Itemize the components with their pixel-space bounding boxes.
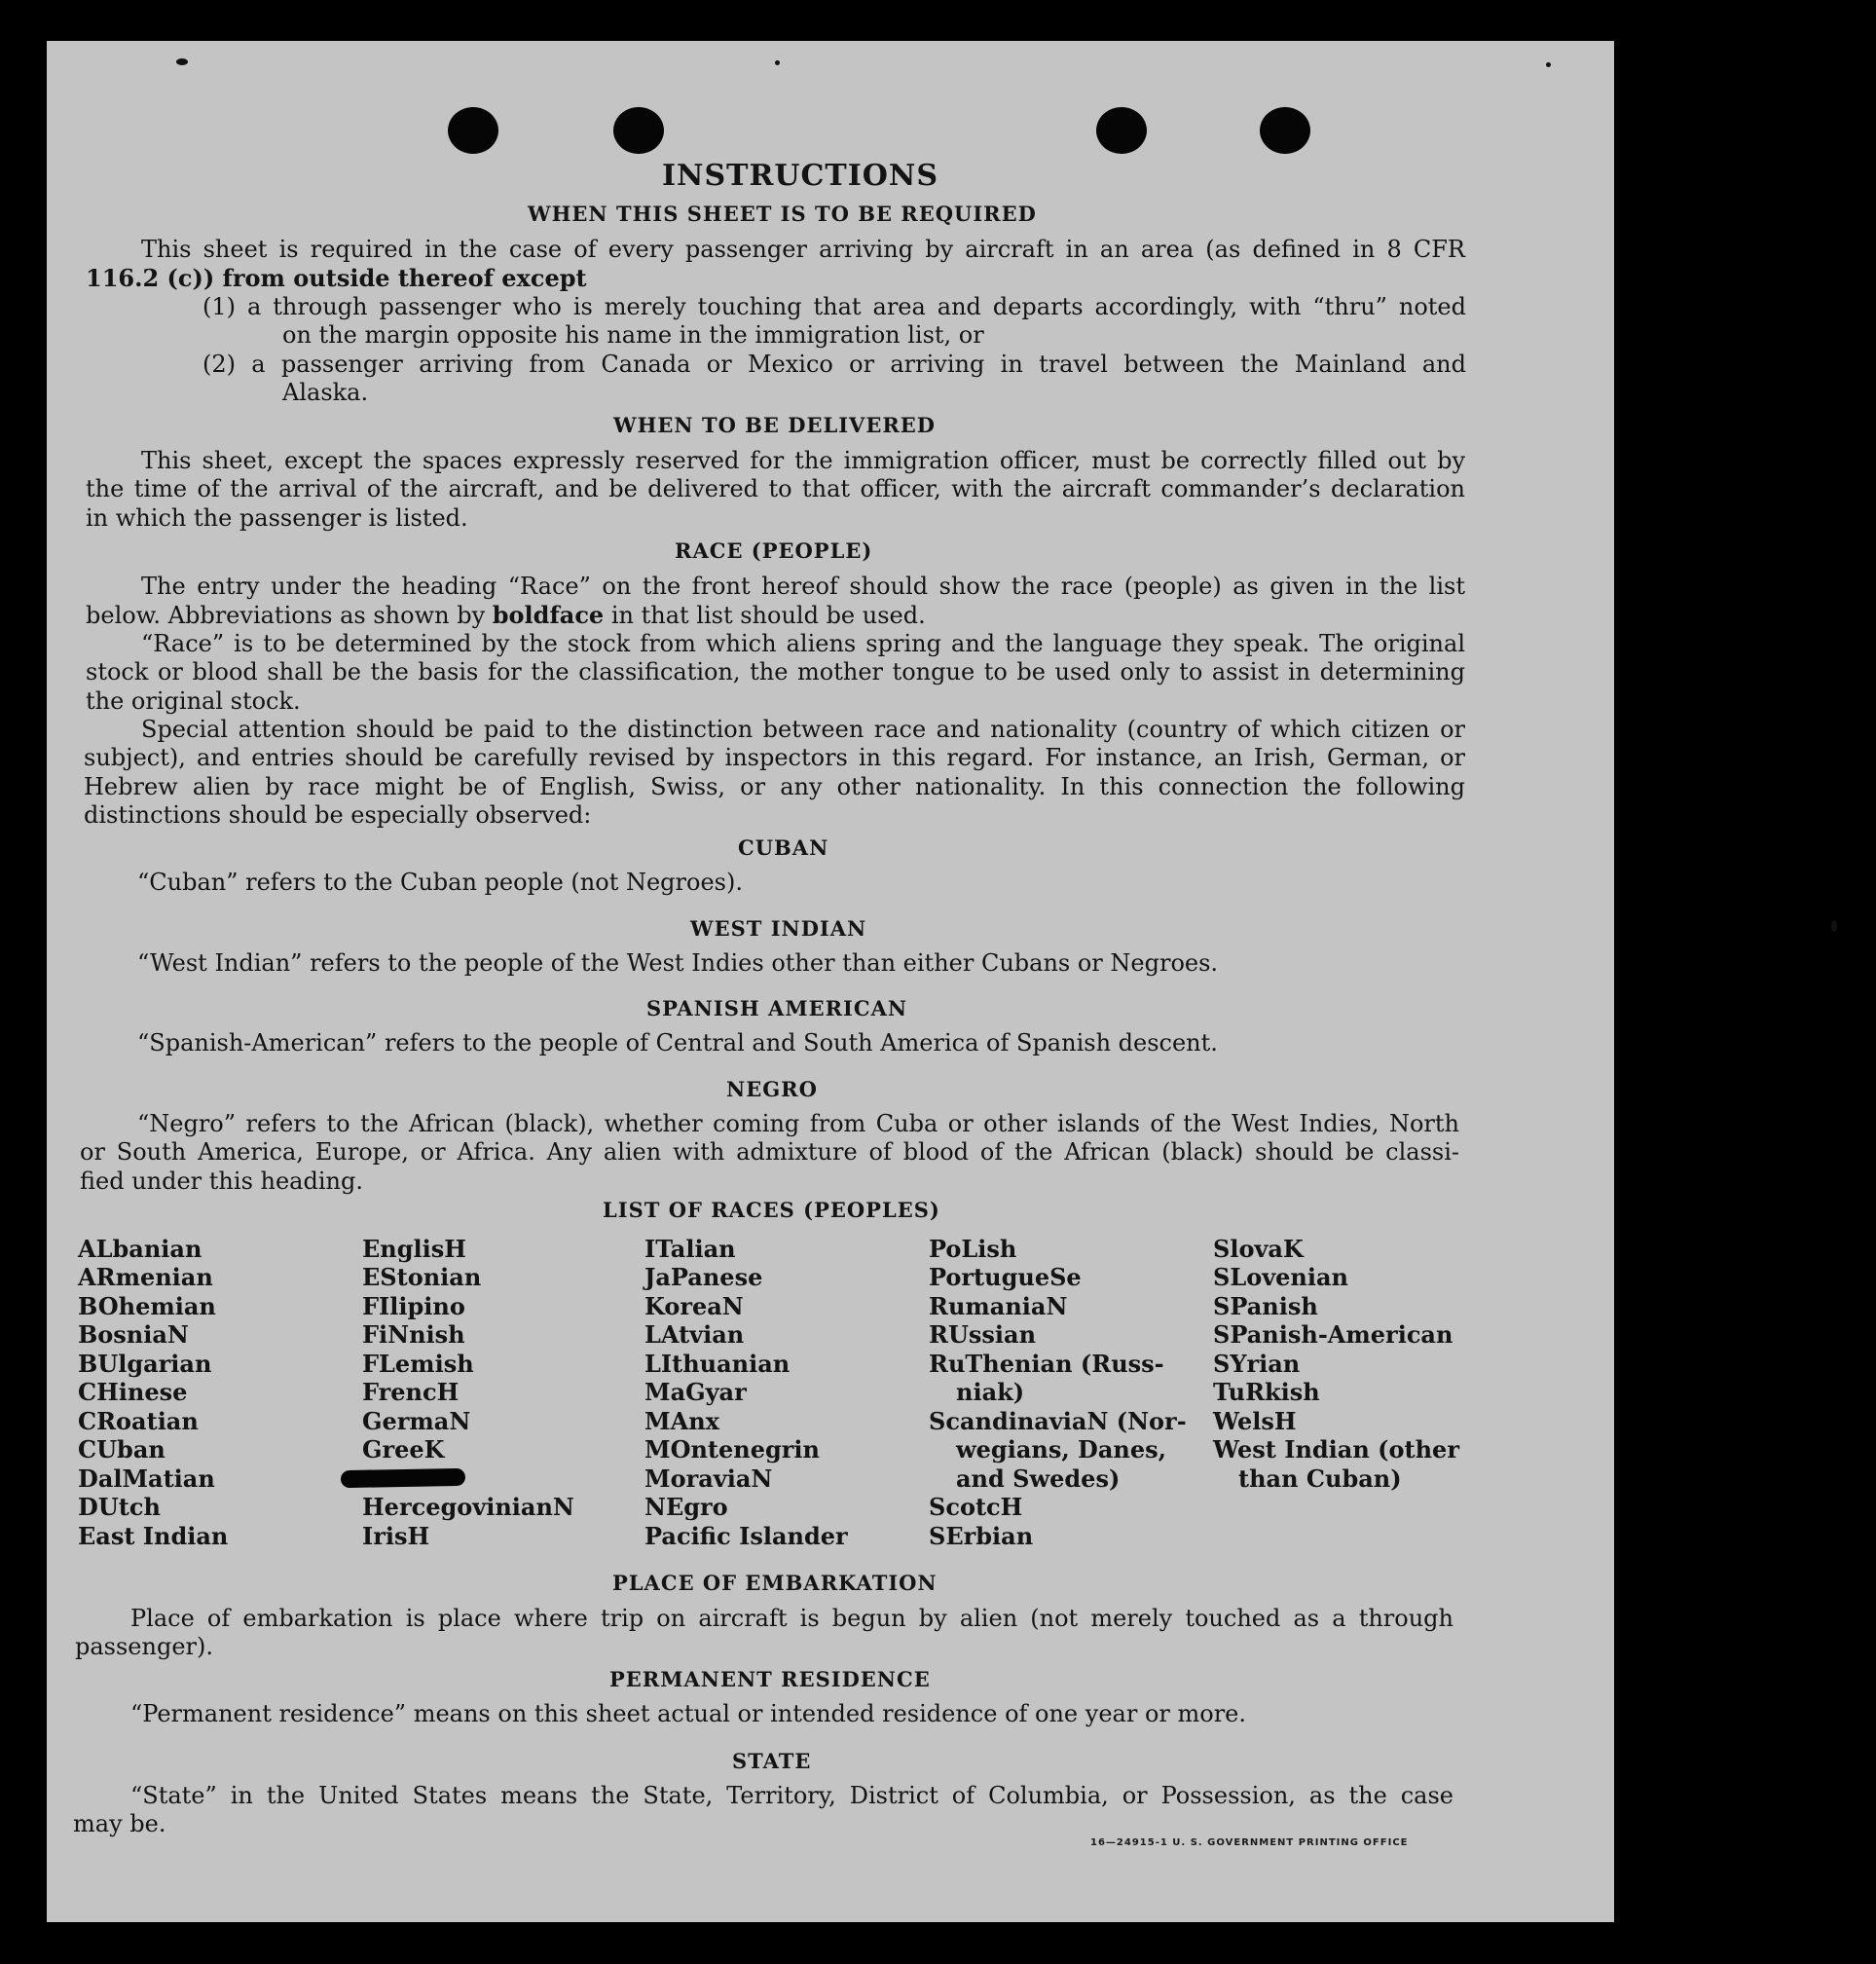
paragraph-line: “West Indian” refers to the people of the West Indies other than either Cubans or Negroes. bbox=[137, 949, 1219, 977]
list-item-1: (1) a through passenger who is merely touching that area and departs accordingly, with “thru” noted bbox=[202, 293, 1466, 320]
race-item: GermaN bbox=[362, 1407, 471, 1435]
race-item: MaGyar bbox=[644, 1378, 747, 1406]
race-item-cont: niak) bbox=[956, 1378, 1025, 1406]
paragraph-line: the original stock. bbox=[86, 687, 301, 715]
paragraph-line: stock or blood shall be the basis for the classification, the mother tongue to be used only to assist in determining bbox=[86, 658, 1465, 686]
paragraph-line: Hebrew alien by race might be of English, Swiss, or any other nationality. In this connection the following bbox=[84, 773, 1465, 800]
race-item: SYrian bbox=[1213, 1350, 1301, 1378]
race-item: SPanish bbox=[1213, 1292, 1318, 1320]
ink-speck bbox=[1831, 920, 1837, 932]
list-heading: LIST OF RACES (PEOPLES) bbox=[603, 1198, 940, 1222]
race-item: RumaniaN bbox=[929, 1292, 1068, 1320]
race-item: MAnx bbox=[644, 1407, 719, 1435]
section-heading-when-delivered: WHEN TO BE DELIVERED bbox=[613, 413, 937, 437]
paragraph-line: fied under this heading. bbox=[80, 1167, 363, 1195]
paragraph-line: “Spanish-American” refers to the people of Central and South America of Spanish descent. bbox=[137, 1029, 1218, 1056]
paragraph-line: This sheet, except the spaces expressly reserved for the immigration officer, must be correctly filled out by bbox=[141, 447, 1465, 474]
race-item: HercegovinianN bbox=[362, 1493, 574, 1521]
paragraph-line: “Cuban” refers to the Cuban people (not Negroes). bbox=[137, 869, 743, 896]
race-item: FiNnish bbox=[362, 1320, 465, 1349]
paragraph-line: or South America, Europe, or Africa. Any alien with admixture of blood of the African (black) should be classi- bbox=[80, 1138, 1459, 1166]
paragraph-line: “Negro” refers to the African (black), whether coming from Cuba or other islands of the West Indies, North bbox=[137, 1110, 1459, 1137]
race-item: CRoatian bbox=[78, 1407, 199, 1435]
race-item: ALbanian bbox=[78, 1235, 202, 1263]
race-item: NEgro bbox=[644, 1493, 728, 1521]
race-item: LIthuanian bbox=[644, 1350, 791, 1378]
race-item: GreeK bbox=[362, 1435, 445, 1464]
race-item-cont: and Swedes) bbox=[956, 1464, 1121, 1493]
paragraph-line: The entry under the heading “Race” on the front hereof should show the race (people) as given in the list bbox=[141, 573, 1465, 600]
printer-imprint: 16—24915-1 U. S. GOVERNMENT PRINTING OFFICE bbox=[1090, 1837, 1409, 1848]
race-item: BosniaN bbox=[78, 1320, 189, 1349]
list-item-1-cont: on the margin opposite his name in the immigration list, or bbox=[282, 321, 984, 349]
redaction-mark bbox=[341, 1468, 465, 1488]
section-heading-negro: NEGRO bbox=[726, 1077, 818, 1101]
race-item: EStonian bbox=[362, 1263, 482, 1291]
race-item: West Indian (other bbox=[1213, 1435, 1459, 1464]
race-item: Pacific Islander bbox=[644, 1522, 848, 1550]
race-item: East Indian bbox=[78, 1522, 229, 1550]
paragraph-line: the time of the arrival of the aircraft, and be delivered to that officer, with the aircraft commander’s declaration bbox=[86, 475, 1465, 502]
paragraph-line: below. Abbreviations as shown by boldface in that list should be used. bbox=[86, 601, 926, 629]
race-item: CUban bbox=[78, 1435, 166, 1464]
race-item: IrisH bbox=[362, 1522, 430, 1550]
race-item: TuRkish bbox=[1213, 1378, 1320, 1406]
race-item: RUssian bbox=[929, 1320, 1037, 1349]
paragraph-line: may be. bbox=[73, 1810, 166, 1837]
section-heading-cuban: CUBAN bbox=[738, 835, 829, 860]
punch-hole bbox=[1096, 107, 1147, 154]
race-item: BOhemian bbox=[78, 1292, 216, 1320]
race-item: MOntenegrin bbox=[644, 1435, 820, 1464]
race-item: JaPanese bbox=[644, 1263, 763, 1291]
paragraph-line: This sheet is required in the case of every passenger arriving by aircraft in an area (as defined in 8 CFR bbox=[141, 236, 1465, 263]
race-item: DUtch bbox=[78, 1493, 161, 1521]
paragraph-line: 116.2 (c)) from outside thereof except bbox=[86, 264, 587, 292]
race-item: PoLish bbox=[929, 1235, 1017, 1263]
race-item: DalMatian bbox=[78, 1464, 215, 1493]
race-item: SLovenian bbox=[1213, 1263, 1348, 1291]
paragraph-line: Special attention should be paid to the distinction between race and nationality (country of which citizen or bbox=[141, 716, 1465, 743]
race-item: LAtvian bbox=[644, 1320, 745, 1349]
paragraph-line: “Permanent residence” means on this sheet actual or intended residence of one year or more. bbox=[130, 1700, 1246, 1727]
section-heading-spanish-american: SPANISH AMERICAN bbox=[646, 996, 908, 1020]
ink-speck bbox=[775, 60, 780, 65]
race-item: ITalian bbox=[644, 1235, 736, 1263]
race-item: ScotcH bbox=[929, 1493, 1023, 1521]
paragraph-line: distinctions should be especially observed: bbox=[84, 801, 592, 829]
race-item: SErbian bbox=[929, 1522, 1034, 1550]
paragraph-line: “Race” is to be determined by the stock from which aliens spring and the language they speak. The original bbox=[141, 630, 1465, 657]
paragraph-line: subject), and entries should be carefully revised by inspectors in this regard. For instance, an Irish, German, or bbox=[84, 744, 1465, 771]
race-item: ScandinaviaN (Nor- bbox=[929, 1407, 1187, 1435]
punch-hole bbox=[448, 107, 498, 154]
section-heading-race: RACE (PEOPLE) bbox=[675, 538, 873, 563]
race-item: ARmenian bbox=[78, 1263, 213, 1291]
race-item: BUlgarian bbox=[78, 1350, 212, 1378]
paragraph-line: “State” in the United States means the State, Territory, District of Columbia, or Possession, as the case bbox=[130, 1782, 1453, 1809]
section-heading-west-indian: WEST INDIAN bbox=[690, 916, 867, 941]
race-item: CHinese bbox=[78, 1378, 188, 1406]
race-item: EnglisH bbox=[362, 1235, 466, 1263]
page-title: INSTRUCTIONS bbox=[662, 159, 938, 193]
paragraph-line: passenger). bbox=[75, 1633, 213, 1660]
paragraph-line: Place of embarkation is place where trip on aircraft is begun by alien (not merely touched as a through bbox=[130, 1605, 1453, 1632]
paragraph-line: in which the passenger is listed. bbox=[86, 504, 468, 532]
ink-speck bbox=[1546, 62, 1551, 67]
list-item-2-cont: Alaska. bbox=[282, 379, 369, 406]
race-item-cont: wegians, Danes, bbox=[956, 1435, 1166, 1464]
list-item-2: (2) a passenger arriving from Canada or Mexico or arriving in travel between the Mainland and bbox=[202, 351, 1466, 378]
race-item-cont: than Cuban) bbox=[1238, 1464, 1402, 1493]
section-heading-residence: PERMANENT RESIDENCE bbox=[609, 1667, 931, 1691]
race-item: FrencH bbox=[362, 1378, 460, 1406]
section-heading-when-required: WHEN THIS SHEET IS TO BE REQUIRED bbox=[528, 202, 1037, 226]
race-item: SPanish-American bbox=[1213, 1320, 1453, 1349]
punch-hole bbox=[1260, 107, 1310, 154]
race-item: RuThenian (Russ- bbox=[929, 1350, 1164, 1378]
race-item: KoreaN bbox=[644, 1292, 744, 1320]
section-heading-embarkation: PLACE OF EMBARKATION bbox=[612, 1571, 938, 1595]
race-item: WelsH bbox=[1213, 1407, 1297, 1435]
race-item: FIlipino bbox=[362, 1292, 465, 1320]
section-heading-state: STATE bbox=[732, 1749, 812, 1773]
race-item: SlovaK bbox=[1213, 1235, 1304, 1263]
race-item: FLemish bbox=[362, 1350, 474, 1378]
ink-speck bbox=[176, 58, 188, 65]
race-item: MoraviaN bbox=[644, 1464, 773, 1493]
punch-hole bbox=[613, 107, 664, 154]
race-item: PortugueSe bbox=[929, 1263, 1082, 1291]
